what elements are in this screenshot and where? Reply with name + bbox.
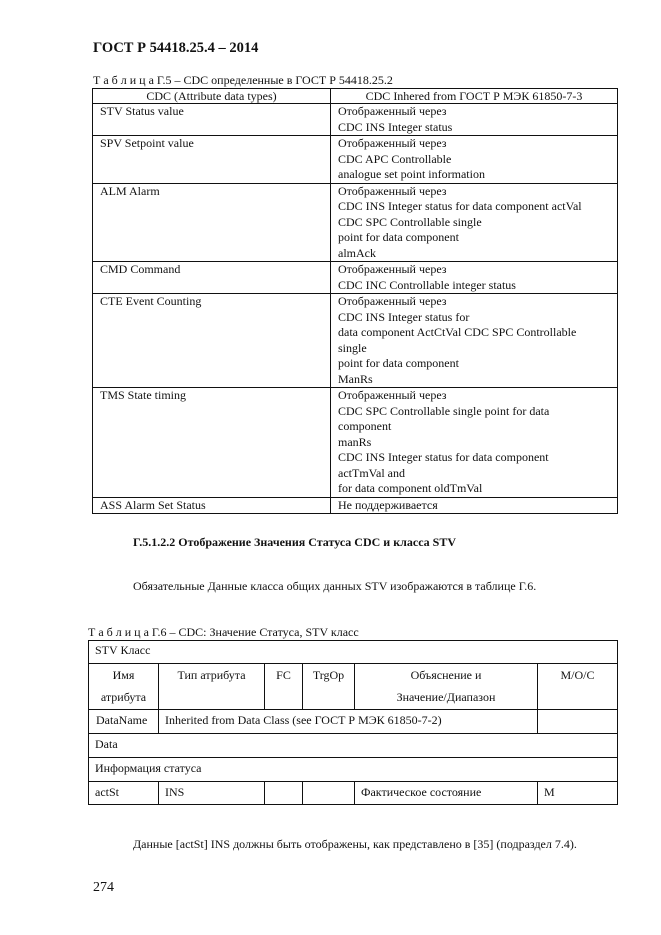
- header-name-line2: атрибута: [100, 690, 147, 704]
- cdc-type-cell: STV Status value: [93, 104, 331, 136]
- paragraph-1: Обязательные Данные класса общих данных STV изображаются в таблице Г.6.: [133, 579, 537, 593]
- cdc-type-cell: TMS State timing: [93, 388, 331, 498]
- cell-text-line: CDC SPC Controllable single point for data: [338, 403, 550, 418]
- cell-text-line: Не поддерживается: [338, 497, 438, 512]
- cell-text-line: point for data component: [338, 230, 459, 244]
- dataname-moc-cell: [538, 710, 618, 734]
- cell-text-line: data component ActCtVal CDC SPC Controllable: [338, 325, 577, 339]
- table-row: [93, 262, 618, 294]
- table-g6: [88, 640, 618, 805]
- table-g5: [92, 88, 618, 514]
- table-g6-actst-row: [89, 782, 618, 805]
- cdc-type-cell: ASS Alarm Set Status: [93, 497, 331, 514]
- cell-text-line: CDC SPC Controllable single: [338, 214, 482, 229]
- cdc-inherited-cell: [331, 294, 618, 388]
- actst-fc-cell: [265, 782, 303, 805]
- data-label-cell: Data: [89, 734, 618, 758]
- table-g6-caption: Т а б л и ц а Г.6 – CDC: Значение Статуса, STV класс: [88, 625, 359, 639]
- header-expl-line2: Значение/Диапазон: [396, 690, 496, 704]
- cdc-type-cell: ALM Alarm: [93, 183, 331, 262]
- table-g6-header-type: Тип атрибута: [159, 664, 265, 710]
- cdc-type-cell: CMD Command: [93, 262, 331, 294]
- table-g6-header-explanation: [355, 664, 538, 710]
- cdc-inherited-cell: [331, 388, 618, 498]
- actst-trgop-cell: [303, 782, 355, 805]
- cell-text-line: actTmVal and: [338, 465, 405, 480]
- cdc-inherited-cell: [331, 136, 618, 184]
- header-name-line1: Имя: [112, 668, 135, 682]
- document-header: ГОСТ Р 54418.25.4 – 2014: [93, 40, 259, 56]
- actst-name-cell: actSt: [89, 782, 159, 805]
- table-row: [93, 136, 618, 184]
- cell-text-line: manRs: [338, 434, 372, 449]
- dataname-cell: DataName: [89, 710, 159, 734]
- table-g6-dataname-row: [89, 710, 618, 734]
- cell-text-line: CDC INS Integer status: [338, 119, 453, 134]
- cell-text-line: almAck: [338, 245, 376, 260]
- table-g6-header-moc: M/O/C: [538, 664, 618, 710]
- cdc-inherited-cell: [331, 183, 618, 262]
- cell-text-line: for data component oldTmVal: [338, 481, 483, 495]
- cdc-inherited-cell: [331, 262, 618, 294]
- table-row: [93, 497, 618, 514]
- cdc-inherited-cell: [331, 104, 618, 136]
- table-g5-caption: Т а б л и ц а Г.5 – CDC определенные в ГОСТ Р 54418.25.2: [93, 73, 393, 87]
- table-g5-header-row: [93, 89, 618, 104]
- actst-moc-cell: M: [538, 782, 618, 805]
- paragraph-2: Данные [actSt] INS должны быть отображены, как представлено в [35] (подраздел 7.4).: [133, 837, 577, 851]
- cell-text-line: analogue set point information: [338, 167, 485, 181]
- cell-text-line: point for data component: [338, 356, 459, 370]
- cell-text-line: Отображенный через: [338, 262, 447, 276]
- table-g6-status-info-row: [89, 758, 618, 782]
- table-row: [93, 294, 618, 388]
- table-row: [93, 104, 618, 136]
- cell-text-line: component: [338, 419, 392, 433]
- cell-text-line: CDC INS Integer status for data component: [338, 450, 549, 464]
- table-g6-header-fc: FC: [265, 664, 303, 710]
- cell-text-line: Отображенный через: [338, 294, 447, 308]
- cell-text-line: CDC INS Integer status for: [338, 309, 470, 324]
- status-info-cell: Информация статуса: [89, 758, 618, 782]
- cdc-inherited-cell: [331, 497, 618, 514]
- table-g6-class-label: STV Класс: [89, 641, 618, 664]
- cell-text-line: Отображенный через: [338, 388, 447, 402]
- cell-text-line: single: [338, 340, 367, 355]
- dataname-value-cell: Inherited from Data Class (see ГОСТ Р МЭК 61850-7-2): [159, 710, 538, 734]
- cdc-type-cell: SPV Setpoint value: [93, 136, 331, 184]
- header-expl-line1: Объяснение и: [410, 668, 482, 682]
- cell-text-line: ManRs: [338, 371, 373, 386]
- table-g6-header-trgop: TrgOp: [303, 664, 355, 710]
- cell-text-line: CDC APC Controllable: [338, 151, 452, 166]
- actst-explanation-cell: Фактическое состояние: [355, 782, 538, 805]
- cdc-type-cell: CTE Event Counting: [93, 294, 331, 388]
- table-row: [93, 183, 618, 262]
- table-row: [93, 388, 618, 498]
- cell-text-line: Отображенный через: [338, 104, 447, 118]
- table-g6-data-row: [89, 734, 618, 758]
- table-g6-class-row: [89, 641, 618, 664]
- table-g6-header-row: [89, 664, 618, 710]
- table-g5-col2-header: CDC Inhered from ГОСТ Р МЭК 61850-7-3: [331, 89, 618, 104]
- actst-type-cell: INS: [159, 782, 265, 805]
- table-g5-col1-header: CDC (Attribute data types): [93, 89, 331, 104]
- cell-text-line: Отображенный через: [338, 136, 447, 150]
- cell-text-line: Отображенный через: [338, 183, 447, 198]
- cell-text-line: CDC INS Integer status for data component actVal: [338, 199, 582, 213]
- page-number: 274: [93, 880, 114, 895]
- cell-text-line: CDC INC Controllable integer status: [338, 277, 516, 292]
- table-g6-header-name: [89, 664, 159, 710]
- section-heading: Г.5.1.2.2 Отображение Значения Статуса CDC и класса STV: [133, 535, 457, 549]
